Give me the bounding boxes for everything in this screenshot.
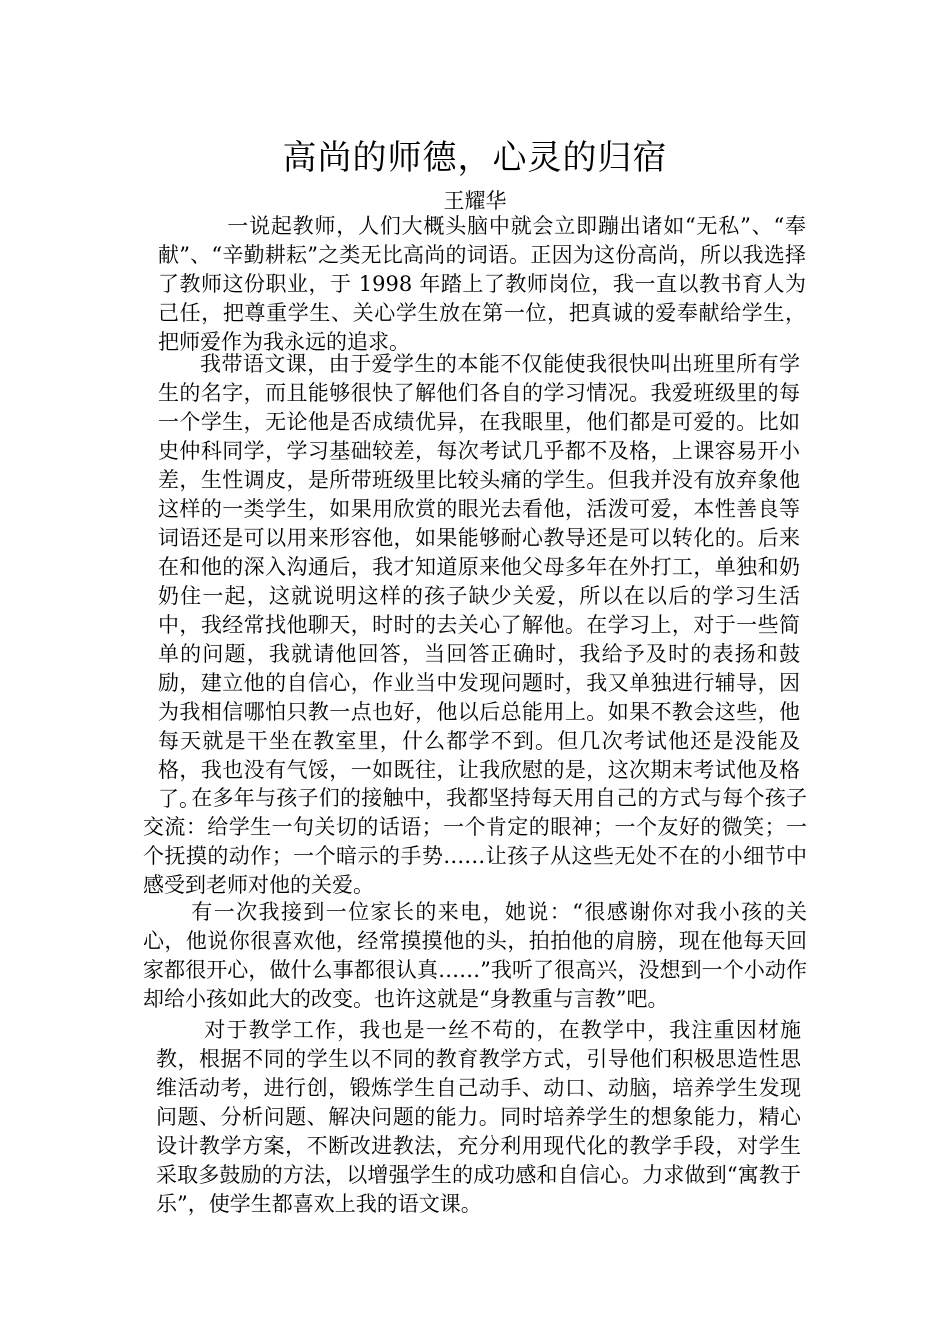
paragraph-student-story: 我带语文课，由于爱学生的本能不仅能使我很快叫出班里所有学生的名字，而且能够很快了解他们各自的学习情况。我爱班级里的每一个学生，无论他是否成绩优异，在我眼里，他们都是可爱的。比如史仲科同学，学习基础较差，每次考试几乎都不及格，上课容易开小差，生性调皮，是所带班级里比较头痛的学生。但我并没有放弃象他这样的一类学生，如果用欣赏的眼光去看他，活泼可爱，本性善良等词语还是可以用来形容他，如果能够耐心教导还是可以转化的。后来在和他的深入沟通后，我才知道原来他父母多年在外打工，单独和奶奶住一起，这就说明这样的孩子缺少关爱，所以在以后的学习生活中，我经常找他聊天，时时的去关心了解他。在学习上，对于一些简单的问题，我就请他回答，当回答正确时，我给予及时的表扬和鼓励，建立他的自信心，作业当中发现问题时，我又单独进行辅导，因为我相信哪怕只教一点也好，他以后总能用上。如果不教会这些，他每天就是干坐在教室里，什么都学不到。但几次考试他还是没能及格，我也没有气馁，一如既往，让我欣慰的是，这次期末考试他及格了。 xyxy=(158,352,800,811)
paragraph-parent-call: 有一次我接到一位家长的来电，她说：“很感谢你对我小孩的关心，他说你很喜欢他，经常摸摸他的头，拍拍他的肩膀，现在他每天回家都很开心，做什么事都很认真……”我听了很高兴，没想到一个小动作却给小孩如此大的改变。也许这就是“身教重与言教”吧。 xyxy=(143,900,807,1011)
paragraph-intro: 一说起教师，人们大概头脑中就会立即蹦出诸如“无私”、“奉献”、“辛勤耕耘”之类无比高尚的词语。正因为这份高尚，所以我选择了教师这份职业，于 1998 年踏上了教师岗位，我一直以教书育人为己任，把尊重学生、关心学生放在第一位，把真诚的爱奉献给学生，把师爱作为我永远的追求。 xyxy=(158,214,806,354)
document-title: 高尚的师德，心灵的归宿 xyxy=(282,138,668,178)
paragraph-daily-communication: 在多年与孩子们的接触中，我都坚持每天用自己的方式与每个孩子交流：给学生一句关切的话语；一个肯定的眼神；一个友好的微笑；一个抚摸的动作；一个暗示的手势……让孩子从这些无处不在的小细节中感受到老师对他的关爱。 xyxy=(143,786,807,897)
document-author: 王耀华 xyxy=(443,189,507,213)
paragraph-teaching-work: 对于教学工作，我也是一丝不苟的，在教学中，我注重因材施教，根据不同的学生以不同的教育教学方式，引导他们积极思造性思维活动考，进行创，锻炼学生自己动手、动口、动脑，培养学生发现问题、分析问题、解决问题的能力。同时培养学生的想象能力，精心设计教学方案，不断改进教法，充分利用现代化的教学手段，对学生采取多鼓励的方法，以增强学生的成功感和自信心。力求做到“寓教于乐”，使学生都喜欢上我的语文课。 xyxy=(156,1018,801,1216)
